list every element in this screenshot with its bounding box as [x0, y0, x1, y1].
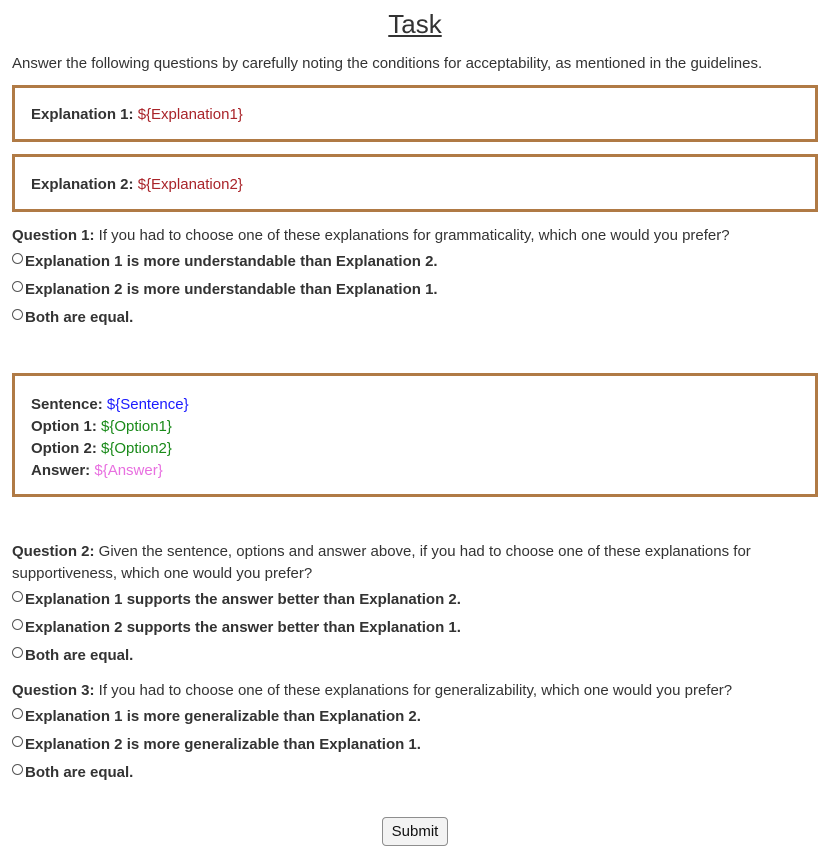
task-page	[12, 0, 818, 781]
option-1-label: Option 1:	[31, 418, 97, 435]
answer-value: ${Answer}	[94, 462, 163, 479]
question-3-option-1[interactable]	[12, 702, 818, 730]
question-3-label: Question 3:	[12, 682, 95, 699]
question-2-block	[12, 541, 818, 669]
question-2-option-2[interactable]	[12, 613, 818, 641]
option-label: Explanation 2 is more generalizable than Explanation 1.	[25, 735, 421, 753]
question-1-label: Question 1:	[12, 227, 95, 244]
explanation-2-box	[12, 154, 818, 212]
question-1-option-2[interactable]	[12, 275, 818, 303]
question-1-block	[12, 225, 818, 331]
option-label: Explanation 2 is more understandable than Explanation 1.	[25, 280, 438, 298]
radio-button[interactable]	[12, 281, 23, 292]
question-3-option-2[interactable]	[12, 730, 818, 758]
question-2-option-3[interactable]	[12, 641, 818, 669]
radio-button[interactable]	[12, 591, 23, 602]
option-2-row	[31, 438, 815, 460]
radio-button[interactable]	[12, 253, 23, 264]
question-1-text	[12, 225, 818, 247]
explanation-2-label: Explanation 2:	[31, 176, 134, 193]
context-box	[12, 373, 818, 497]
option-label: Explanation 1 is more generalizable than Explanation 2.	[25, 707, 421, 725]
submit-button[interactable]: Submit	[382, 817, 448, 846]
option-2-label: Option 2:	[31, 440, 97, 457]
option-label: Both are equal.	[25, 308, 134, 326]
sentence-row	[31, 394, 815, 416]
radio-button[interactable]	[12, 764, 23, 775]
page-title: Task	[388, 9, 442, 39]
explanation-1-value: ${Explanation1}	[137, 106, 243, 123]
option-2-value: ${Option2}	[101, 440, 172, 457]
option-label: Explanation 2 supports the answer better than Explanation 1.	[25, 618, 461, 636]
sentence-value: ${Sentence}	[106, 396, 189, 413]
question-3-prompt: If you had to choose one of these explanations for generalizability, which one would you prefer?	[94, 682, 733, 699]
question-1-option-1[interactable]	[12, 247, 818, 275]
instructions-text: Answer the following questions by carefully noting the conditions for acceptability, as mentioned in the guidelines.	[12, 55, 763, 72]
option-1-value: ${Option1}	[101, 418, 172, 435]
radio-button[interactable]	[12, 309, 23, 320]
radio-button[interactable]	[12, 736, 23, 747]
question-1-prompt: If you had to choose one of these explanations for grammaticality, which one would you prefer?	[94, 227, 730, 244]
radio-button[interactable]	[12, 647, 23, 658]
explanation-1-label: Explanation 1:	[31, 106, 134, 123]
option-label: Both are equal.	[25, 646, 134, 664]
option-label: Explanation 1 supports the answer better than Explanation 2.	[25, 590, 461, 608]
question-3-block	[12, 680, 818, 786]
question-3-text	[12, 680, 818, 702]
option-label: Explanation 1 is more understandable than Explanation 2.	[25, 252, 438, 270]
question-2-label: Question 2:	[12, 543, 95, 560]
question-2-option-1[interactable]	[12, 585, 818, 613]
answer-row	[31, 460, 815, 482]
question-2-prompt: Given the sentence, options and answer above, if you had to choose one of these explanations for supportiveness, which one would you prefer?	[12, 543, 751, 582]
option-label: Both are equal.	[25, 763, 134, 781]
explanation-1-box	[12, 85, 818, 142]
question-3-option-3[interactable]	[12, 758, 818, 786]
question-2-text	[12, 541, 818, 585]
explanation-2-value: ${Explanation2}	[137, 176, 243, 193]
option-1-row	[31, 416, 815, 438]
radio-button[interactable]	[12, 708, 23, 719]
radio-button[interactable]	[12, 619, 23, 630]
question-1-option-3[interactable]	[12, 303, 818, 331]
sentence-label: Sentence:	[31, 396, 103, 413]
answer-label: Answer:	[31, 462, 91, 479]
